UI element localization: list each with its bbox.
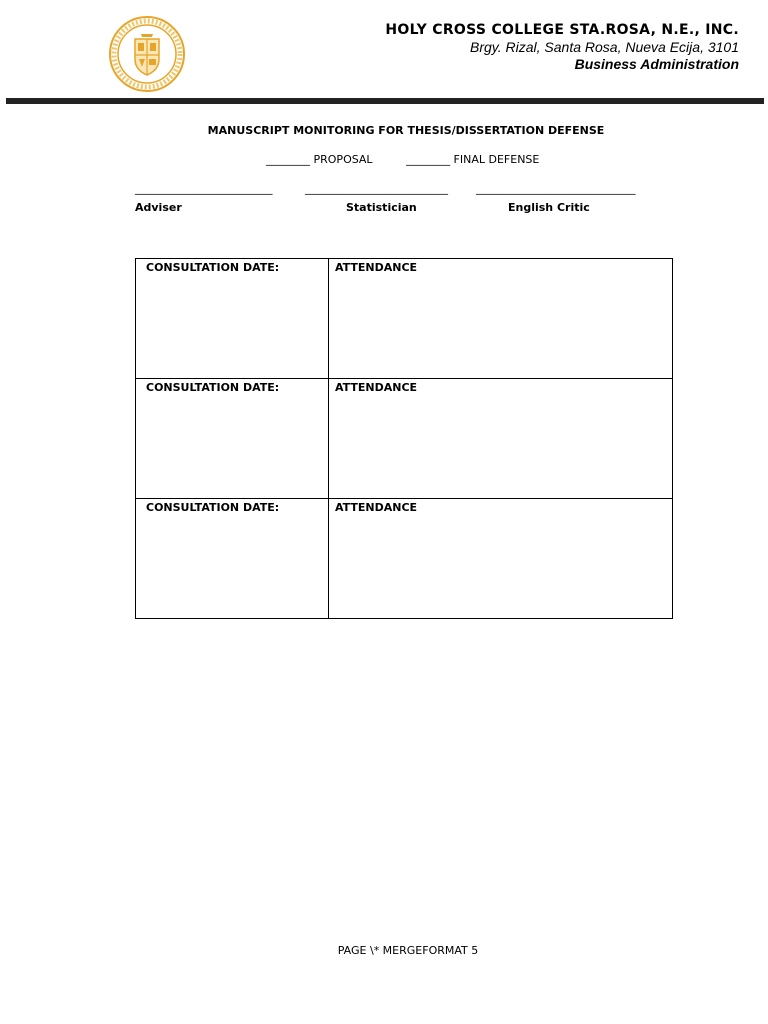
college-address: Brgy. Rizal, Santa Rosa, Nueva Ecija, 3101: [470, 39, 739, 55]
english-critic-label: English Critic: [508, 201, 590, 214]
consultation-table: [135, 258, 673, 619]
statistician-label: Statistician: [346, 201, 417, 214]
table-row: [136, 259, 673, 379]
document-title: MANUSCRIPT MONITORING FOR THESIS/DISSERTATION DEFENSE: [207, 124, 605, 137]
consultation-date-cell[interactable]: CONSULTATION DATE:: [136, 379, 329, 499]
option-final-defense[interactable]: ________ FINAL DEFENSE: [406, 153, 540, 166]
consultation-date-cell[interactable]: CONSULTATION DATE:: [136, 499, 329, 619]
header-divider: [6, 98, 764, 104]
statistician-signature-line[interactable]: __________________________: [305, 182, 448, 195]
college-header: [385, 21, 739, 72]
table-row: [136, 499, 673, 619]
attendance-cell[interactable]: ATTENDANCE: [329, 499, 673, 619]
defense-type-options: [266, 153, 539, 166]
attendance-cell[interactable]: ATTENDANCE: [329, 379, 673, 499]
attendance-cell[interactable]: ATTENDANCE: [329, 259, 673, 379]
college-seal-logo: [108, 15, 186, 93]
table-row: [136, 379, 673, 499]
seal-icon: [108, 15, 186, 93]
adviser-signature-line[interactable]: _________________________: [135, 182, 273, 195]
college-name: HOLY CROSS COLLEGE STA.ROSA, N.E., INC.: [385, 22, 739, 38]
critic-signature-line[interactable]: _____________________________: [476, 182, 636, 195]
department-name: Business Administration: [574, 56, 739, 72]
adviser-label: Adviser: [135, 201, 182, 214]
page-footer: PAGE \* MERGEFORMAT 5: [337, 944, 479, 957]
consultation-date-cell[interactable]: CONSULTATION DATE:: [136, 259, 329, 379]
option-proposal[interactable]: ________ PROPOSAL: [266, 153, 373, 166]
